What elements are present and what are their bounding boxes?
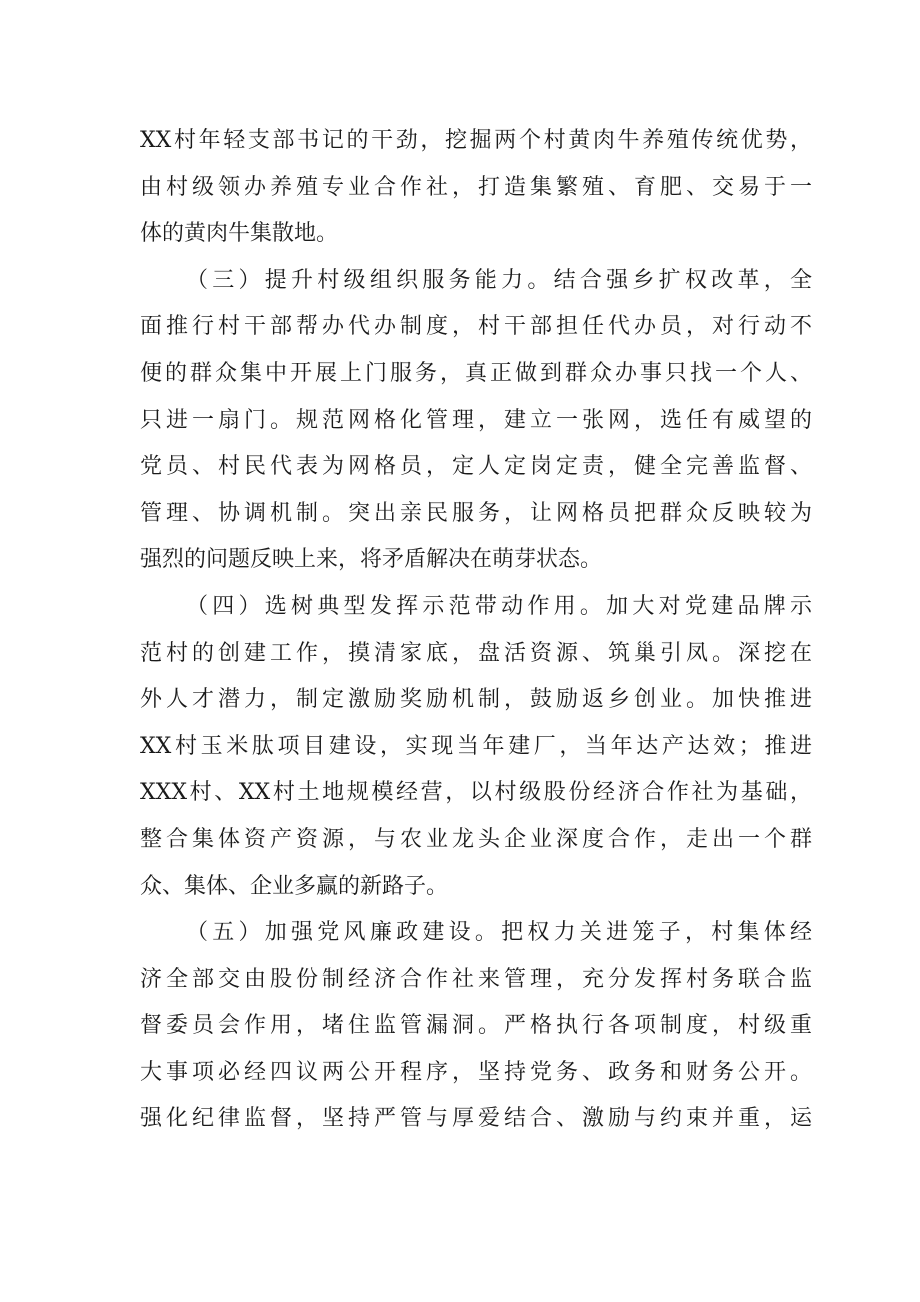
text-line: 强化纪律监督，坚持严管与厚爱结合、激励与约束并重，运 bbox=[140, 1106, 812, 1132]
text-line: 大事项必经四议两公开程序，坚持党务、政务和财务公开。 bbox=[140, 1059, 812, 1085]
text-line: XX村年轻支部书记的干劲，挖掘两个村黄肉牛养殖传统优势， bbox=[140, 128, 812, 153]
section-heading-line: （五）加强党风廉政建设。把权力关进笼子，村集体经 bbox=[186, 920, 812, 946]
text-line: 只进一扇门。规范网格化管理，建立一张网，选任有威望的 bbox=[140, 407, 812, 433]
text-line: XXX村、XX村土地规模经营，以村级股份经济合作社为基础， bbox=[140, 780, 812, 806]
text-line: 济全部交由股份制经济合作社来管理，充分发挥村务联合监 bbox=[140, 966, 812, 992]
text-line: 由村级领办养殖专业合作社，打造集繁殖、育肥、交易于一 bbox=[140, 174, 812, 200]
text-line: 便的群众集中开展上门服务，真正做到群众办事只找一个人、 bbox=[140, 360, 812, 386]
text-line: 强烈的问题反映上来，将矛盾解决在萌芽状态。 bbox=[140, 547, 603, 573]
text-line: 面推行村干部帮办代办制度，村干部担任代办员，对行动不 bbox=[140, 314, 812, 340]
document-body bbox=[140, 118, 812, 1143]
text-line: 管理、协调机制。突出亲民服务，让网格员把群众反映较为 bbox=[140, 500, 812, 526]
text-line: 督委员会作用，堵住监管漏洞。严格执行各项制度，村级重 bbox=[140, 1013, 812, 1039]
text-line: 体的黄肉牛集散地。 bbox=[140, 221, 339, 247]
section-heading-line: （三）提升村级组织服务能力。结合强乡扩权改革，全 bbox=[186, 267, 812, 293]
text-line: 整合集体资产资源，与农业龙头企业深度合作，走出一个群 bbox=[140, 826, 812, 852]
text-line: XX村玉米肽项目建设，实现当年建厂，当年达产达效；推进 bbox=[140, 733, 812, 759]
text-line: 范村的创建工作，摸清家底，盘活资源、筑巢引凤。深挖在 bbox=[140, 640, 812, 666]
text-line: 党员、村民代表为网格员，定人定岗定责，健全完善监督、 bbox=[140, 454, 812, 480]
section-heading-line: （四）选树典型发挥示范带动作用。加大对党建品牌示 bbox=[186, 593, 812, 619]
text-line: 众、集体、企业多赢的新路子。 bbox=[140, 873, 449, 899]
text-line: 外人才潜力，制定激励奖励机制，鼓励返乡创业。加快推进 bbox=[140, 687, 812, 713]
